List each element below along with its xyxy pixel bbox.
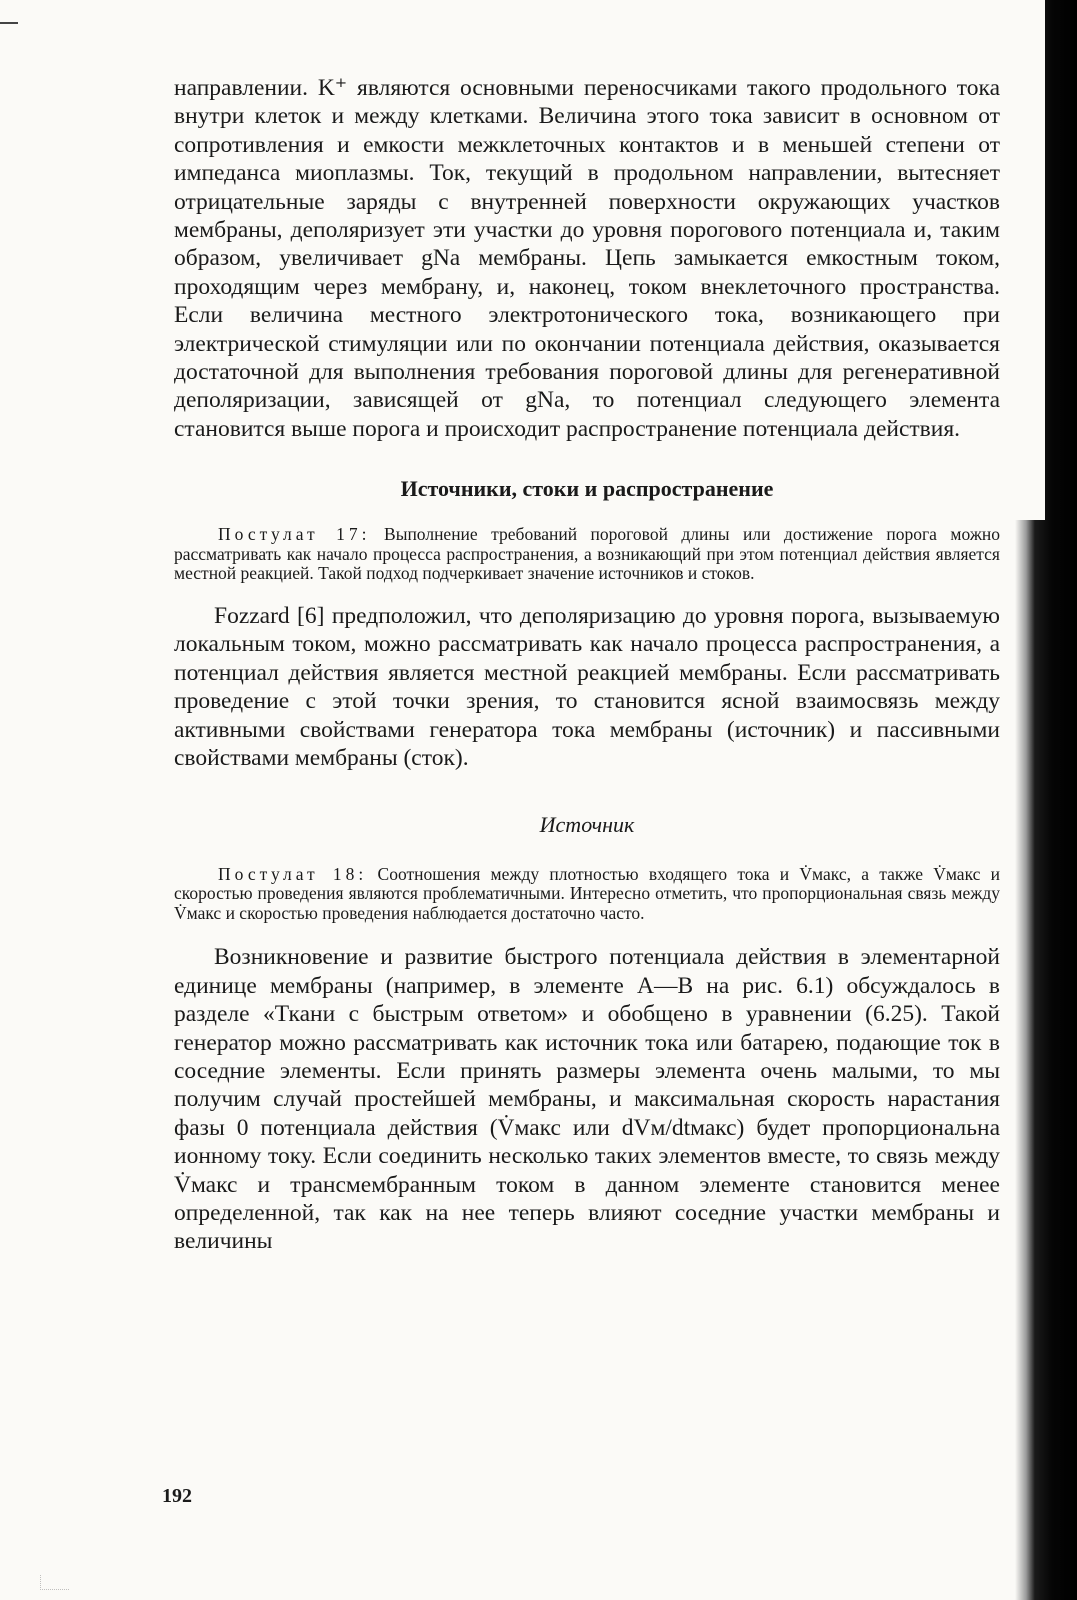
postulate-18-text: Соотношения между плотностью входящего тока и V̇макс, а также V̇макс и скоростью проведения являются проблематичными. Интересно отметить, что пропорциональная связь между V̇макс и скоростью проведения наблюдается достаточно часто. xyxy=(174,863,1001,923)
postulate-18-lead: Постулат 18: xyxy=(218,863,368,884)
scan-corner-mark xyxy=(0,22,18,24)
postulate-18 xyxy=(174,865,1000,924)
text-column xyxy=(174,74,1000,1256)
postulate-17-text: Выполнение требований пороговой длины или достижение порога можно рассматривать как начало процесса распространения, а возникающий при этом потенциал действия является местной реакцией. Такой подход подчеркивает значение источников и стоков. xyxy=(174,524,1001,584)
page-number: 192 xyxy=(162,1485,192,1507)
postulate-17-lead: Постулат 17: xyxy=(218,524,371,545)
paragraph-2-text: Fozzard [6] предположил, что деполяризацию до уровня порога, вызываемую локальным током, можно рассматривать как начало процесса распространения, а потенциал действия является местной реакцией мембраны. Если рассматривать проведение с этой точки зрения, то становится ясной взаимосвязь между активными свойствами генератора тока мембраны (источник) и пассивными свойствами мембраны (сток). xyxy=(174,603,1000,772)
paragraph-3-text: Возникновение и развитие быстрого потенциала действия в элементарной единице мембраны (например, в элементе A—B на рис. 6.1) обсуждалось в разделе «Ткани с быстрым ответом» и обобщено в уравнении (6.25). Такой генератор можно рассматривать как источник тока или батарею, подающие ток в соседние элементы. Если принять размеры элемента очень малыми, то мы получим случай простейшей мембраны, и максимальная скорость нарастания фазы 0 потенциала действия (V̇макс или dVм/dtмакс) будет пропорциональна ионному току. Если соединить несколько таких элементов вместе, то связь между V̇макс и трансмембранным током в данном элементе становится менее определенной, так как на нее теперь влияют соседние участки мембраны и величины xyxy=(174,944,1000,1255)
paragraph-3 xyxy=(174,943,1000,1255)
paragraph-1: направлении. K⁺ являются основными переносчиками такого продольного тока внутри клеток и между клетками. Величина этого тока зависит в основном от сопротивления и емкости межклеточных контактов и в меньшей степени от импеданса миоплазмы. Ток, текущий в продольном направлении, вытесняет отрицательные заряды с внутренней поверхности окружающих участков мембраны, деполяризует эти участки до уровня порогового потенциала и, таким образом, увеличивает gNa мембраны. Цепь замыкается емкостным током, проходящим через мембрану, и, наконец, током внеклеточного пространства. Если величина местного электротонического тока, возникающего при электрической стимуляции или по окончании потенциала действия, оказывается достаточной для выполнения требования пороговой длины для регенеративной деполяризации, зависящей от gNa, то потенциал следующего элемента становится выше порога и происходит распространение потенциала действия. xyxy=(174,75,1000,442)
section-heading-sources-sinks: Источники, стоки и распространение xyxy=(400,476,774,502)
page-shadow-edge xyxy=(1015,0,1077,1600)
postulate-17 xyxy=(174,525,1000,584)
scan-artifact xyxy=(40,1575,69,1590)
paragraph-2 xyxy=(174,602,1000,772)
subsection-heading-source: Источник xyxy=(539,811,635,837)
